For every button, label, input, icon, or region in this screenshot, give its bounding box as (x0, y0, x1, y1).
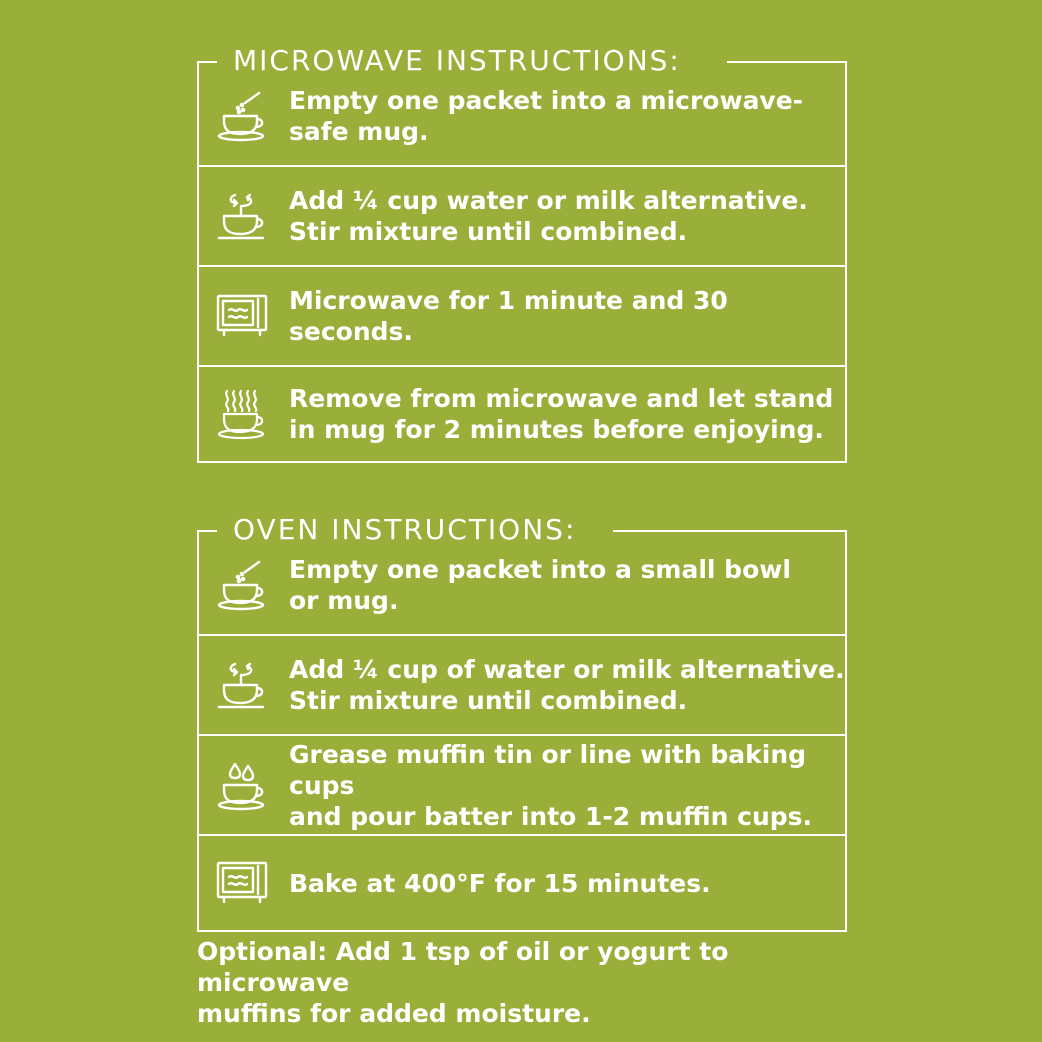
step-text: Empty one packet into a microwave- safe mug. (289, 86, 804, 146)
mug-with-powder-icon (215, 89, 269, 143)
oven-step-3 (197, 736, 847, 836)
oven-step-2 (197, 636, 847, 736)
steaming-mug-icon (215, 387, 269, 441)
oven-step-4 (197, 834, 847, 932)
mug-with-drops-icon (215, 758, 269, 812)
oven-step-1 (197, 536, 847, 636)
oven-title: OVEN INSTRUCTIONS: (233, 513, 577, 546)
optional-note: Optional: Add 1 tsp of oil or yogurt to microwave muffins for added moisture. (197, 937, 729, 1028)
mug-with-powder-icon (215, 558, 269, 612)
step-text: Remove from microwave and let stand in mug for 2 minutes before enjoying. (289, 384, 834, 444)
mug-stir-icon (215, 189, 269, 243)
microwave-title: MICROWAVE INSTRUCTIONS: (233, 44, 681, 77)
step-text: Microwave for 1 minute and 30 seconds. (289, 286, 728, 346)
microwave-step-4 (197, 365, 847, 463)
oven-section (197, 513, 847, 932)
step-text: Bake at 400°F for 15 minutes. (289, 868, 711, 898)
microwave-step-3 (197, 267, 847, 367)
microwave-step-2 (197, 167, 847, 267)
step-text: Grease muffin tin or line with baking cups and pour batter into 1-2 muffin cups. (289, 739, 813, 831)
oven-icon (215, 856, 269, 910)
step-text: Empty one packet into a small bowl or mug. (289, 555, 791, 615)
step-text: Add ¼ cup of water or milk alternative. Stir mixture until combined. (289, 655, 845, 715)
mug-stir-icon (215, 658, 269, 712)
step-text: Add ¼ cup water or milk alternative. Stir mixture until combined. (289, 186, 808, 246)
microwave-icon (215, 289, 269, 343)
microwave-section (197, 44, 847, 463)
microwave-step-1 (197, 67, 847, 167)
